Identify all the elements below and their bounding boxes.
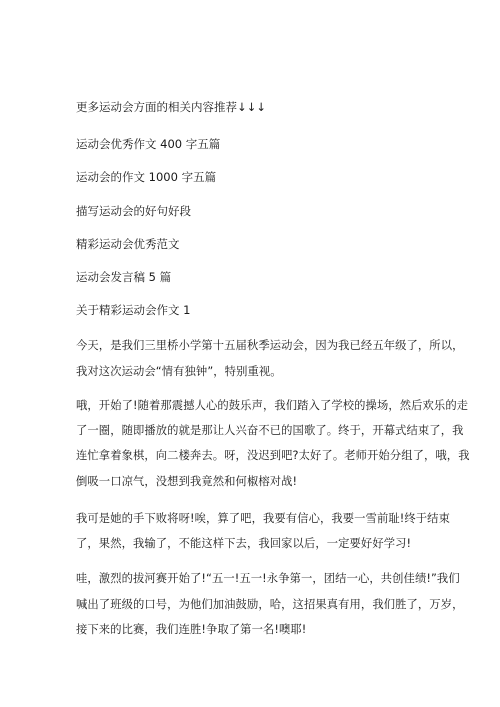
paragraph-2-line-4: 倒吸一口凉气，没想到我竟然和何椒榕对战! — [76, 475, 298, 488]
paragraph-2-line-2: 了一圈，随即播放的就是那让人兴奋不已的国歌了。终于，开幕式结束了，我 — [76, 424, 464, 437]
related-content-intro: 更多运动会方面的相关内容推荐↓↓↓ — [76, 100, 266, 114]
related-link-4[interactable]: 精彩运动会优秀范文 — [76, 237, 180, 251]
related-link-1[interactable]: 运动会优秀作文 400 字五篇 — [76, 137, 221, 151]
paragraph-3-line-1: 我可是她的手下败将呀!唉，算了吧，我要有信心，我要一雪前耻!终于结束 — [76, 512, 450, 525]
paragraph-4-line-3: 接下来的比赛，我们连胜!争取了第一名!噢耶! — [76, 623, 307, 636]
paragraph-1-line-1: 今天，是我们三里桥小学第十五届秋季运动会，因为我已经五年级了，所以， — [76, 339, 464, 352]
essay-title: 关于精彩运动会作文 1 — [76, 303, 191, 317]
paragraph-4-line-1: 哇，激烈的拔河赛开始了!“五一!五一!永争第一，团结一心，共创佳绩!”我们 — [76, 572, 460, 585]
paragraph-4-line-2: 喊出了班级的口号，为他们加油鼓励，哈，这招果真有用，我们胜了，万岁， — [76, 598, 464, 611]
paragraph-2-line-1: 哦，开始了!随着那震撼人心的鼓乐声，我们踏入了学校的操场，然后欢乐的走 — [76, 399, 469, 412]
paragraph-3-line-2: 了，果然，我输了，不能这样下去，我回家以后，一定要好好学习! — [76, 537, 412, 550]
related-link-5[interactable]: 运动会发言稿 5 篇 — [76, 270, 172, 284]
paragraph-1-line-2: 我对这次运动会“情有独钟”，特别重视。 — [76, 365, 282, 378]
related-link-3[interactable]: 描写运动会的好句好段 — [76, 204, 191, 218]
related-link-2[interactable]: 运动会的作文 1000 字五篇 — [76, 170, 217, 184]
paragraph-2-line-3: 连忙拿着象棋，向二楼奔去。呀，没迟到吧?太好了。老师开始分组了，哦，我 — [76, 449, 470, 462]
